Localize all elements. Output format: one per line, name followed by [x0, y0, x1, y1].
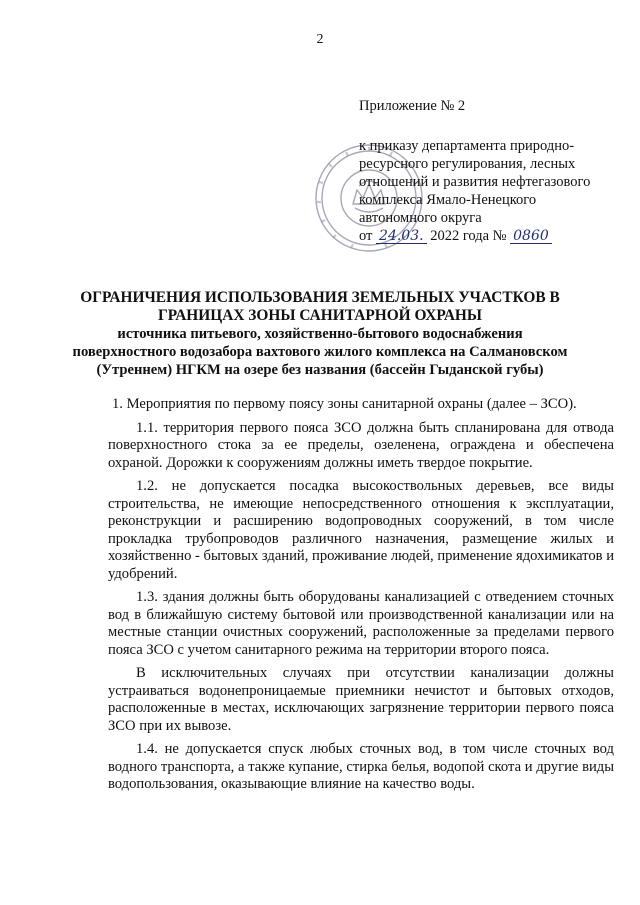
title-sub-line: источника питьевого, хозяйственно-бытового водоснабжения — [117, 326, 523, 342]
appendix-line: комплекса Ямало-Ненецкого — [359, 192, 537, 208]
title-sub-line: (Утреннем) НГКМ на озере без названия (бассейн Гыданской губы) — [96, 362, 544, 378]
title-main-line: ОГРАНИЧЕНИЯ ИСПОЛЬЗОВАНИЯ ЗЕМЕЛЬНЫХ УЧАСТКОВ В — [80, 289, 560, 306]
appendix-line: отношений и развития нефтегазового — [359, 174, 591, 190]
title-sub-line: поверхностного водозабора вахтового жилого комплекса на Салмановском — [72, 344, 568, 360]
appendix-line: автономного округа — [359, 210, 482, 226]
paragraph-1-4: 1.4. не допускается спуск любых сточных вод, в том числе сточных вод водного транспорта, а также купание, стирка белья, водопой скота и другие виды водопользования, оказывающие влияние на качество воды. — [108, 741, 614, 792]
order-line — [359, 227, 629, 245]
document-title — [40, 289, 600, 379]
appendix-block — [359, 97, 629, 245]
document-body — [108, 396, 614, 800]
order-middle: 2022 года № — [430, 228, 507, 244]
paragraph-1-2: 1.2. не допускается посадка высокоствольных деревьев, все виды строительства, не имеющие непосредственного отношения к эксплуатации, реконструкции и расширению водопроводных сооружений, в том числе прокладка трубопроводов различного назначения, размещение жилых и хозяйственно - бытовых зданий, проживание людей, применение ядохимикатов и удобрений. — [108, 478, 615, 582]
order-prefix: от — [359, 228, 373, 244]
paragraph-1-3: 1.3. здания должны быть оборудованы канализацией с отведением сточных вод в ближайшую систему бытовой или производственной канализации или на местные станции очистных сооружений, расположенные за пределами первого пояса ЗСО с учетом санитарного режима на территории второго пояса. — [108, 589, 614, 658]
handwritten-order-number: 0860 — [510, 229, 552, 244]
paragraph-1-1: 1.1. территория первого пояса ЗСО должна быть спланирована для отвода поверхностного стока за ее пределы, озеленена, ограждена и обеспечена охраной. Дорожки к сооружениям должны иметь твердое покрытие. — [108, 419, 614, 471]
page-number: 2 — [316, 32, 324, 47]
paragraph-exception: В исключительных случаях при отсутствии канализации должны устраиваться водонепроницаемые приемники нечистот и бытовых отходов, расположенные в местах, исключающих загрязнение территории первого пояса ЗСО при их вывозе. — [108, 665, 614, 734]
appendix-title: Приложение № 2 — [359, 98, 466, 114]
appendix-line: ресурсного регулирования, лесных — [359, 156, 576, 172]
title-main-line: ГРАНИЦАХ ЗОНЫ САНИТАРНОЙ ОХРАНЫ — [157, 307, 483, 324]
appendix-line: к приказу департамента природно- — [359, 138, 575, 154]
handwritten-order-date: 24.03. — [376, 229, 427, 244]
paragraph-1: 1. Мероприятия по первому поясу зоны санитарной охраны (далее – ЗСО). — [112, 396, 577, 412]
